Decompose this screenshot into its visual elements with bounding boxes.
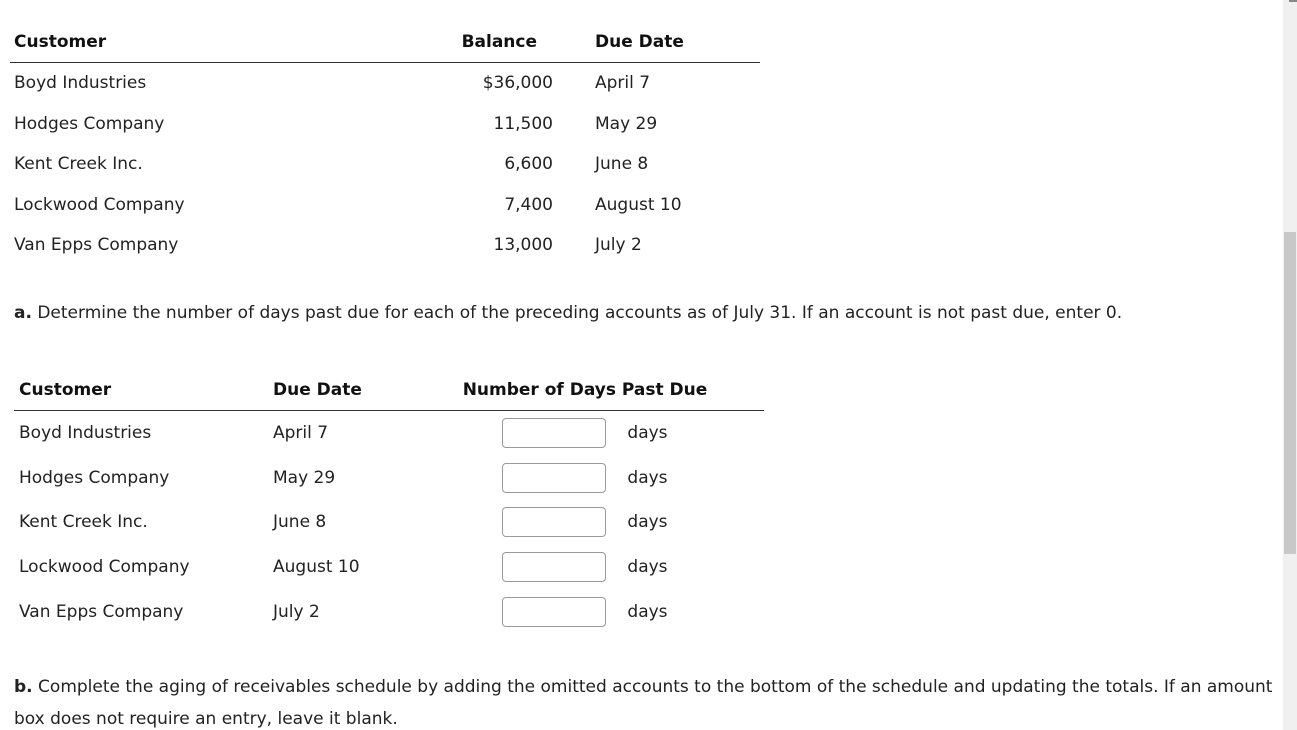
header-due-date: Due Date [595,32,684,52]
header-customer: Customer [19,380,112,400]
days-unit-label: days [627,512,668,533]
customer-name: Boyd Industries [19,423,152,444]
days-cell [456,411,764,456]
question-a-label: a. [14,303,32,323]
balance-value: 11,500 [493,113,553,134]
scrollbar-top-mark [1289,0,1297,2]
days-unit-label: days [627,601,668,622]
table-row [10,144,760,185]
due-date-value: August 10 [273,557,360,578]
days-cell [456,589,764,634]
header-customer: Customer [14,32,107,52]
customer-name: Lockwood Company [14,194,185,215]
table-row [10,63,760,104]
due-date-value: July 2 [595,235,642,256]
header-balance: Balance [461,32,537,52]
days-unit-label: days [627,557,668,578]
balance-value: 7,400 [504,194,553,215]
table-row [14,545,764,590]
table-row [14,589,764,634]
days-unit-label: days [627,423,668,444]
days-unit-label: days [627,467,668,488]
scrollbar-thumb[interactable] [1284,232,1296,554]
table-row [14,456,764,501]
due-date-value: July 2 [273,601,320,622]
days-past-due-input[interactable] [502,418,606,448]
table-row [14,411,764,456]
customer-name: Van Epps Company [14,235,179,256]
table-row [14,500,764,545]
header-due-date: Due Date [273,380,362,400]
days-past-due-table-header [14,370,764,411]
balance-value: 6,600 [504,154,553,175]
due-date-value: May 29 [595,113,658,134]
balance-value: 13,000 [493,235,553,256]
question-a [14,297,1274,329]
due-date-value: April 7 [273,423,329,444]
question-b-label: b. [14,677,33,697]
due-date-value: June 8 [273,512,327,533]
customer-name: Boyd Industries [14,73,147,94]
vertical-scrollbar[interactable] [1283,0,1297,730]
days-past-due-input[interactable] [502,507,606,537]
question-a-text: Determine the number of days past due for each of the preceding accounts as of July 31. If an account is not past due, enter 0. [37,303,1123,323]
due-date-value: April 7 [595,73,651,94]
balance-value: $36,000 [482,73,553,94]
customer-name: Kent Creek Inc. [14,154,143,175]
due-date-value: May 29 [273,467,336,488]
days-past-due-input[interactable] [502,552,606,582]
days-cell [456,500,764,545]
table-row [10,185,760,226]
customer-name: Lockwood Company [19,557,190,578]
due-date-value: August 10 [595,194,682,215]
customer-name: Kent Creek Inc. [19,512,148,533]
days-cell [456,456,764,501]
days-past-due-input[interactable] [502,463,606,493]
customer-name: Hodges Company [14,113,165,134]
days-past-due-input[interactable] [502,597,606,627]
days-past-due-table [14,370,764,634]
customer-name: Van Epps Company [19,601,184,622]
table-row [10,104,760,145]
accounts-table [10,22,760,266]
question-b-text: Complete the aging of receivables schedule by adding the omitted accounts to the bottom of the schedule and updating the totals. If an amount box does not require an entry, leave it blank. [14,677,1273,729]
customer-name: Hodges Company [19,467,170,488]
days-cell [456,545,764,590]
accounts-table-header [10,22,760,63]
question-b [14,671,1274,730]
due-date-value: June 8 [595,154,649,175]
header-days-past-due: Number of Days Past Due [462,380,708,400]
table-row [10,225,760,266]
